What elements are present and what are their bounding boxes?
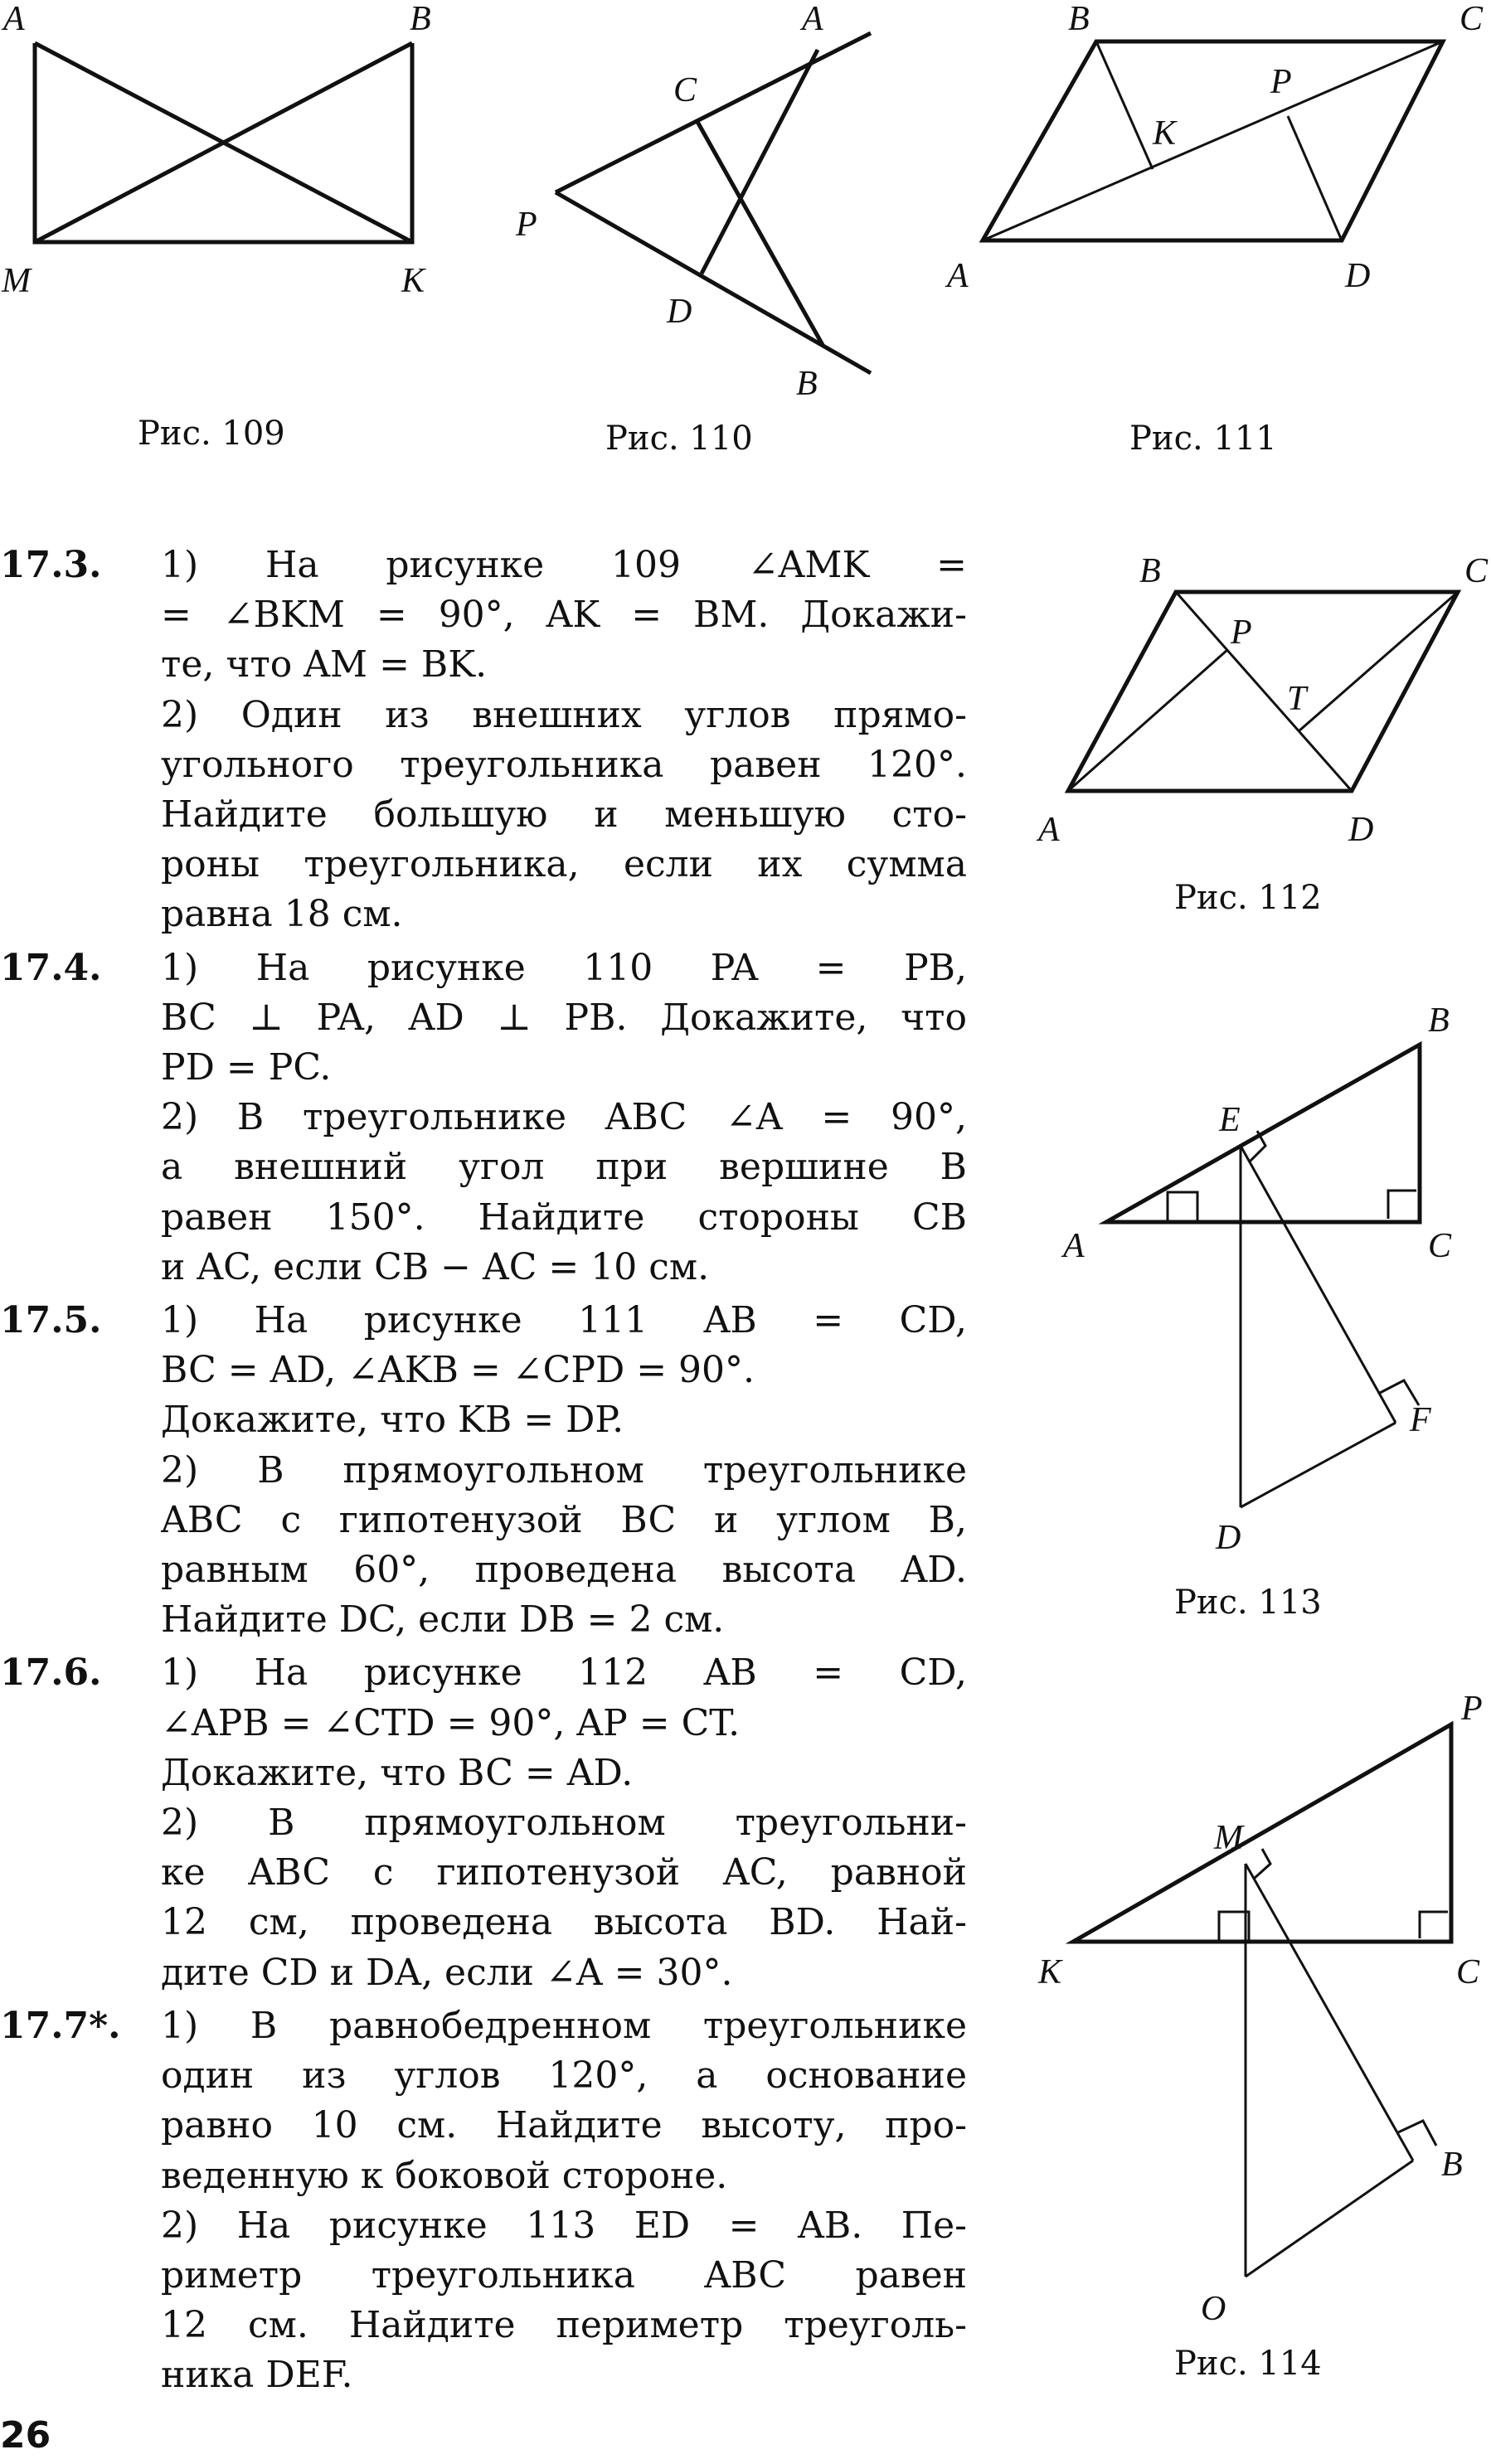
problem-number: 17.7*. [0, 2004, 121, 2047]
figure-109 [0, 0, 498, 481]
problem-line: BC = AD, ∠AKB = ∠CPD = 90°. [161, 1349, 755, 1392]
problem-17-3 [0, 541, 987, 940]
problem-list [0, 541, 987, 2404]
fig112-caption: Рис. 112 [1174, 879, 1322, 917]
page-number: 26 [0, 2414, 51, 2457]
fig114-label-p: P [1461, 1690, 1483, 1728]
problem-line: 2) На рисунке 113 ED = AB. Пе- [161, 2204, 967, 2247]
problem-line: ника DEF. [161, 2354, 353, 2397]
problem-line: а внешний угол при вершине B [161, 1146, 967, 1189]
problem-line: угольного треугольника равен 120°. [161, 743, 967, 786]
fig111-label-a: A [947, 257, 969, 295]
figure-112-drawing [1020, 539, 1491, 929]
fig114-label-b: B [1441, 2146, 1463, 2184]
fig111-label-k: K [1153, 114, 1177, 153]
fig110-caption: Рис. 110 [605, 420, 753, 458]
fig113-label-f: F [1410, 1401, 1431, 1439]
fig114-label-o: O [1201, 2290, 1226, 2328]
fig111-label-c: C [1459, 0, 1484, 38]
problem-17-4 [0, 943, 987, 1293]
fig112-label-b: B [1139, 552, 1161, 590]
problem-line: Найдите большую и меньшую сто- [161, 793, 967, 837]
figure-113-drawing [1020, 978, 1491, 1642]
figure-113 [1020, 978, 1491, 1642]
problem-line: 1) На рисунке 110 PA = PB, [161, 946, 967, 989]
fig114-label-k: K [1038, 1953, 1062, 1991]
problem-line: роны треугольника, если их сумма [161, 843, 967, 886]
problem-17-5 [0, 1296, 987, 1645]
fig110-label-a: A [802, 0, 823, 38]
problem-line: равна 18 см. [161, 893, 403, 936]
figure-114 [1020, 1675, 1491, 2383]
fig112-label-p: P [1231, 614, 1252, 652]
fig109-label-b: B [410, 0, 431, 38]
problem-line: 12 см, проведена высота BD. Най- [161, 1901, 967, 1944]
problem-line: PD = PC. [161, 1046, 332, 1089]
problem-line: равно 10 см. Найдите высоту, про- [161, 2104, 967, 2147]
problem-line: = ∠BKM = 90°, AK = BM. Докажи- [161, 594, 967, 637]
fig109-label-m: M [2, 262, 31, 300]
problem-line: ∠APB = ∠CTD = 90°, AP = CT. [161, 1701, 741, 1744]
problem-text [161, 943, 967, 1293]
fig111-label-b: B [1068, 0, 1090, 38]
fig110-label-d: D [667, 293, 692, 331]
problem-line: равным 60°, проведена высота AD. [161, 1549, 967, 1592]
fig110-label-p: P [516, 206, 537, 244]
problem-line: 2) В прямоугольном треугольнике [161, 1448, 967, 1491]
problem-line: 2) В прямоугольном треугольни- [161, 1802, 967, 1845]
problem-line: ABC с гипотенузой BC и углом B, [161, 1498, 967, 1541]
fig112-label-a: A [1038, 811, 1060, 849]
figure-114-drawing [1020, 1675, 1491, 2371]
problem-line: равен 150°. Найдите стороны CB [161, 1196, 967, 1239]
problem-text [161, 1296, 967, 1645]
fig114-caption: Рис. 114 [1174, 2345, 1322, 2383]
problem-line: 1) На рисунке 112 AB = CD, [161, 1652, 967, 1695]
fig112-label-t: T [1287, 680, 1307, 718]
problem-number: 17.3. [0, 544, 102, 586]
problem-line: те, что AM = BK. [161, 643, 488, 686]
fig111-label-p: P [1270, 63, 1292, 101]
problem-number: 17.4. [0, 946, 102, 989]
fig113-label-c: C [1428, 1227, 1452, 1265]
figure-111 [937, 0, 1491, 481]
fig113-label-d: D [1216, 1519, 1241, 1557]
problem-line: 12 см. Найдите периметр треуголь- [161, 2304, 967, 2347]
problem-line: BC ⊥ PA, AD ⊥ PB. Докажите, что [161, 996, 967, 1039]
problem-line: 2) В треугольнике ABC ∠A = 90°, [161, 1096, 967, 1139]
problem-line: ке ABC с гипотенузой AC, равной [161, 1851, 967, 1894]
fig114-label-c: C [1456, 1953, 1480, 1991]
problem-line: Докажите, что KB = DP. [161, 1399, 624, 1442]
problem-text [161, 1648, 967, 1997]
problem-text [161, 2001, 967, 2401]
figure-112 [1020, 539, 1491, 929]
fig111-caption: Рис. 111 [1129, 420, 1277, 458]
figure-111-drawing [937, 0, 1491, 481]
problem-line: Найдите DC, если DB = 2 см. [161, 1598, 725, 1642]
problem-line: 1) В равнобедренном треугольнике [161, 2004, 967, 2047]
problem-line: веденную к боковой стороне. [161, 2154, 728, 2197]
fig109-caption: Рис. 109 [138, 415, 285, 453]
problem-line: дите CD и DA, если ∠A = 30°. [161, 1951, 733, 1994]
figure-109-drawing [0, 0, 498, 481]
figure-110-drawing [498, 0, 962, 481]
problem-17-6 [0, 1648, 987, 1997]
fig113-label-b: B [1428, 1002, 1450, 1040]
problem-line: 1) На рисунке 111 AB = CD, [161, 1299, 967, 1342]
problem-line: 2) Один из внешних углов прямо- [161, 693, 967, 736]
problem-line: 1) На рисунке 109 ∠AMK = [161, 544, 967, 586]
fig112-label-d: D [1348, 811, 1374, 849]
problem-line: Докажите, что BC = AD. [161, 1751, 634, 1794]
fig112-label-c: C [1464, 552, 1489, 590]
fig109-label-k: K [401, 262, 425, 300]
problem-number: 17.5. [0, 1299, 102, 1342]
figure-110 [498, 0, 962, 481]
fig113-label-a: A [1063, 1227, 1085, 1265]
problem-line: один из углов 120°, а основание [161, 2054, 967, 2098]
problem-line: и AC, если CB − AC = 10 см. [161, 1245, 710, 1288]
fig110-label-c: C [673, 71, 697, 109]
fig110-label-b: B [796, 365, 818, 403]
problem-number: 17.6. [0, 1652, 102, 1695]
problem-text [161, 541, 967, 940]
problem-line: риметр треугольника ABC равен [161, 2253, 967, 2297]
fig114-label-m: M [1214, 1819, 1243, 1857]
fig113-caption: Рис. 113 [1174, 1584, 1322, 1622]
fig113-label-e: E [1219, 1101, 1241, 1139]
fig111-label-d: D [1345, 257, 1371, 295]
problem-17-7 [0, 2001, 987, 2401]
fig109-label-a: A [3, 0, 25, 38]
